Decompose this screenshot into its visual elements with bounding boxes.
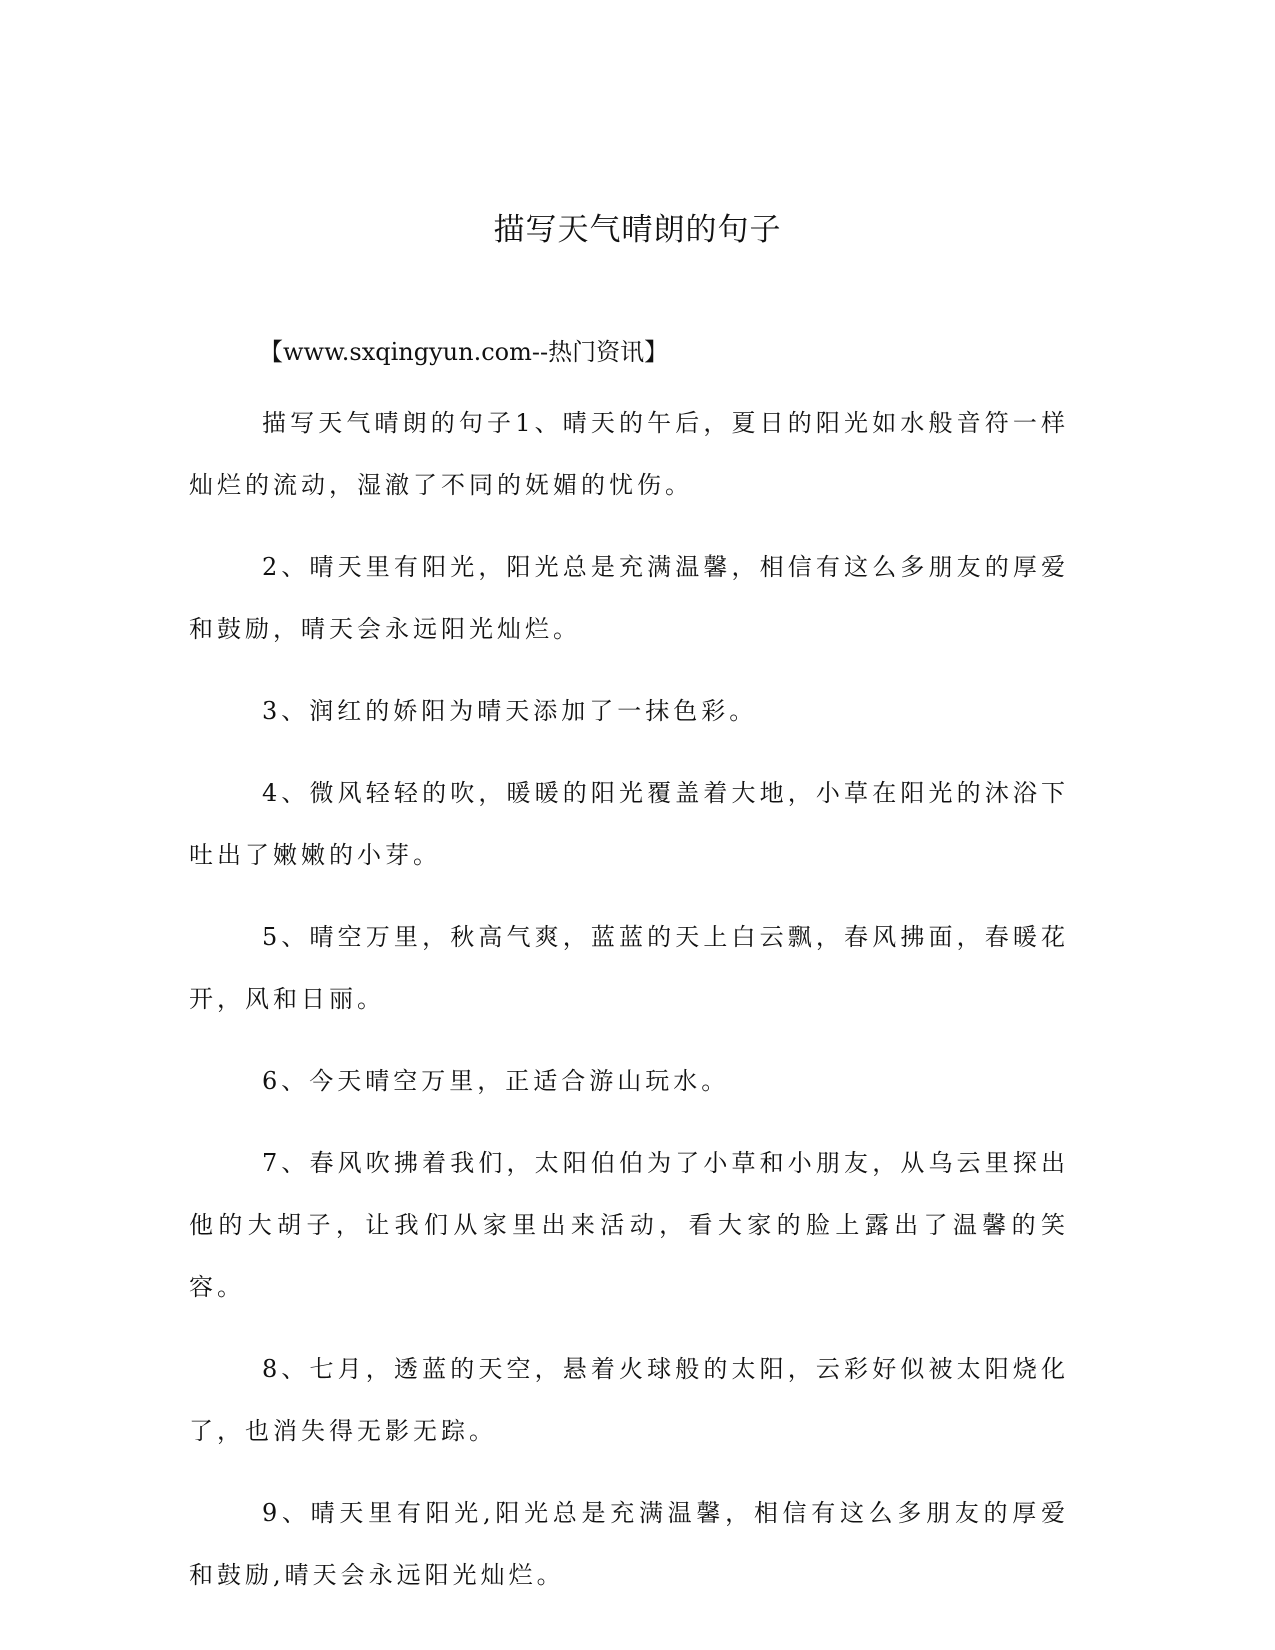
document-title: 描写天气晴朗的句子	[493, 212, 782, 248]
document-body	[189, 332, 1069, 1606]
paragraph-3: 3、润红的娇阳为晴天添加了一抹色彩。	[262, 697, 758, 725]
paragraph-7: 7、春风吹拂着我们，太阳伯伯为了小草和小朋友，从乌云里探出他的大胡子，让我们从家里出来活动，看大家的脸上露出了温馨的笑容。	[189, 1149, 1069, 1301]
paragraph-1: 描写天气晴朗的句子1、晴天的午后，夏日的阳光如水般音符一样灿烂的流动，湿澈了不同的妩媚的忧伤。	[189, 409, 1069, 499]
paragraph-9: 9、晴天里有阳光,阳光总是充满温馨，相信有这么多朋友的厚爱和鼓励,晴天会永远阳光灿烂。	[189, 1499, 1069, 1589]
paragraph-2: 2、晴天里有阳光，阳光总是充满温馨，相信有这么多朋友的厚爱和鼓励，晴天会永远阳光灿烂。	[189, 553, 1069, 643]
paragraph-6: 6、今天晴空万里，正适合游山玩水。	[262, 1067, 730, 1095]
paragraph-5: 5、晴空万里，秋高气爽，蓝蓝的天上白云飘，春风拂面，春暖花开，风和日丽。	[189, 923, 1069, 1013]
paragraph-8: 8、七月，透蓝的天空，悬着火球般的太阳，云彩好似被太阳烧化了，也消失得无影无踪。	[189, 1355, 1069, 1445]
source-line: 【www.sxqingyun.com--热门资讯】	[259, 338, 669, 366]
paragraph-4: 4、微风轻轻的吹，暖暖的阳光覆盖着大地，小草在阳光的沐浴下吐出了嫩嫩的小芽。	[189, 779, 1069, 869]
